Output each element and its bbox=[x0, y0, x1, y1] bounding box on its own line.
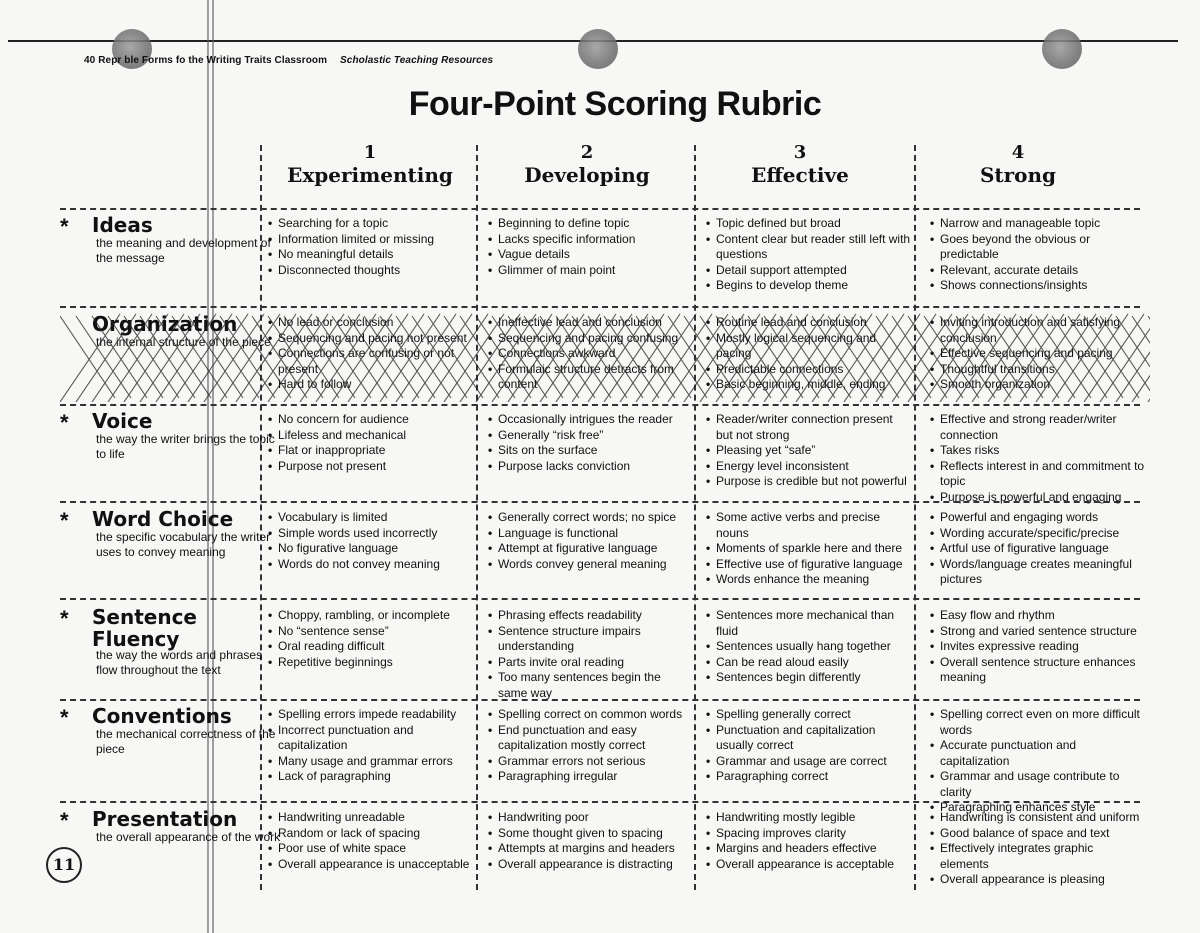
level-label: Effective bbox=[751, 163, 849, 187]
criterion: • Overall appearance is pleasing bbox=[930, 872, 1145, 888]
trait-description: the mechanical correctness of the piece bbox=[96, 727, 276, 756]
rubric-cell bbox=[268, 412, 473, 474]
criteria-list bbox=[268, 810, 473, 872]
criterion: • Paragraphing irregular bbox=[488, 769, 693, 785]
criterion: • Sits on the surface bbox=[488, 443, 693, 459]
trait-description: the specific vocabulary the writer uses to convey meaning bbox=[96, 530, 271, 559]
trait-description: the overall appearance of the work bbox=[96, 830, 281, 844]
criteria-list bbox=[268, 608, 473, 670]
criterion: • Artful use of figurative language bbox=[930, 541, 1145, 557]
criteria-list bbox=[706, 707, 911, 785]
page-title: Four-Point Scoring Rubric bbox=[408, 85, 822, 123]
criteria-list bbox=[930, 510, 1145, 588]
criterion: • Connections awkward bbox=[488, 346, 693, 362]
criterion: • Attempt at figurative language bbox=[488, 541, 693, 557]
criterion: • Connections are confusing or not present bbox=[268, 346, 473, 377]
criteria-list bbox=[268, 412, 473, 474]
criterion: • Beginning to define topic bbox=[488, 216, 693, 232]
criterion: • No concern for audience bbox=[268, 412, 473, 428]
criterion: • Sentences begin differently bbox=[706, 670, 911, 686]
rubric-cell bbox=[930, 707, 1145, 816]
criterion: • Begins to develop theme bbox=[706, 278, 911, 294]
rubric-cell bbox=[706, 216, 911, 294]
criterion: • Choppy, rambling, or incomplete bbox=[268, 608, 473, 624]
criterion: • Energy level inconsistent bbox=[706, 459, 911, 475]
criterion: • Powerful and engaging words bbox=[930, 510, 1145, 526]
criterion: • Margins and headers effective bbox=[706, 841, 911, 857]
criterion: • Spacing improves clarity bbox=[706, 826, 911, 842]
criterion: • Grammar and usage are correct bbox=[706, 754, 911, 770]
criterion: • Attempts at margins and headers bbox=[488, 841, 693, 857]
criterion: • No meaningful details bbox=[268, 247, 473, 263]
criterion: • Phrasing effects readability bbox=[488, 608, 693, 624]
trait-description: the way the writer brings the topic to life bbox=[96, 432, 275, 461]
book-title: Repr ble Forms fo the Writing Traits Classroom bbox=[98, 55, 328, 66]
asterisk-mark: * bbox=[60, 508, 69, 533]
criteria-list bbox=[488, 707, 693, 785]
criterion: • Handwriting unreadable bbox=[268, 810, 473, 826]
level-label: Developing bbox=[524, 163, 650, 187]
criterion: • Good balance of space and text bbox=[930, 826, 1145, 842]
rubric-cell bbox=[488, 810, 693, 872]
fold-line bbox=[207, 0, 209, 933]
criterion: • Routine lead and conclusion bbox=[706, 315, 911, 331]
criterion: • Overall appearance is acceptable bbox=[706, 857, 911, 873]
criteria-list bbox=[930, 412, 1145, 505]
criterion: • Content clear but reader still left with questions bbox=[706, 232, 911, 263]
rubric-cell bbox=[930, 315, 1145, 393]
criterion: • Random or lack of spacing bbox=[268, 826, 473, 842]
criterion: • Shows connections/insights bbox=[930, 278, 1145, 294]
row-divider bbox=[60, 598, 1140, 600]
criterion: • Sequencing and pacing not present bbox=[268, 331, 473, 347]
rubric-cell bbox=[268, 810, 473, 872]
page-number: 40 bbox=[84, 55, 96, 66]
criterion: • No figurative language bbox=[268, 541, 473, 557]
criterion: • Handwriting mostly legible bbox=[706, 810, 911, 826]
page-header bbox=[84, 55, 493, 66]
binder-hole bbox=[1042, 29, 1082, 69]
criterion: • Some active verbs and precise nouns bbox=[706, 510, 911, 541]
criteria-list bbox=[930, 315, 1145, 393]
row-divider bbox=[60, 208, 1140, 210]
level-number: 3 bbox=[793, 142, 807, 163]
criteria-list bbox=[488, 608, 693, 701]
criteria-list bbox=[706, 315, 911, 393]
column-divider bbox=[694, 145, 696, 890]
trait-description: the internal structure of the piece bbox=[96, 335, 271, 349]
scribble-stroke bbox=[1148, 314, 1150, 402]
rubric-cell bbox=[706, 315, 911, 393]
criterion: • Hard to follow bbox=[268, 377, 473, 393]
trait-description: the meaning and development of the message bbox=[96, 236, 271, 265]
rubric-cell bbox=[930, 810, 1145, 888]
criterion: • Vocabulary is limited bbox=[268, 510, 473, 526]
criterion: • Thoughtful transitions bbox=[930, 362, 1145, 378]
level-header-1 bbox=[265, 143, 475, 187]
criterion: • No lead or conclusion bbox=[268, 315, 473, 331]
rubric-cell bbox=[488, 608, 693, 701]
rubric-cell bbox=[268, 315, 473, 393]
rubric-cell bbox=[488, 412, 693, 474]
rubric-cell bbox=[268, 510, 473, 572]
criterion: • Takes risks bbox=[930, 443, 1145, 459]
criterion: • Vague details bbox=[488, 247, 693, 263]
criterion: • Grammar errors not serious bbox=[488, 754, 693, 770]
criterion: • Repetitive beginnings bbox=[268, 655, 473, 671]
criterion: • Goes beyond the obvious or predictable bbox=[930, 232, 1145, 263]
rubric-cell bbox=[706, 510, 911, 588]
rubric-cell bbox=[488, 707, 693, 785]
rubric-cell bbox=[930, 412, 1145, 505]
level-label: Strong bbox=[979, 163, 1057, 187]
level-number: 1 bbox=[363, 142, 377, 163]
criteria-list bbox=[268, 216, 473, 278]
rubric-cell bbox=[268, 216, 473, 278]
criterion: • Generally correct words; no spice bbox=[488, 510, 693, 526]
criterion: • Pleasing yet “safe” bbox=[706, 443, 911, 459]
criterion: • Reader/writer connection present but not strong bbox=[706, 412, 911, 443]
criteria-list bbox=[706, 608, 911, 686]
criterion: • Grammar and usage contribute to clarity bbox=[930, 769, 1145, 800]
criterion: • Too many sentences begin the same way bbox=[488, 670, 693, 701]
rubric-cell bbox=[488, 315, 693, 393]
criterion: • Invites expressive reading bbox=[930, 639, 1145, 655]
criterion: • Some thought given to spacing bbox=[488, 826, 693, 842]
criterion: • Overall sentence structure enhances meaning bbox=[930, 655, 1145, 686]
binder-hole bbox=[578, 29, 618, 69]
criterion: • Overall appearance is unacceptable bbox=[268, 857, 473, 873]
criteria-list bbox=[706, 510, 911, 588]
criterion: • Moments of sparkle here and there bbox=[706, 541, 911, 557]
criterion: • Words/language creates meaningful pictures bbox=[930, 557, 1145, 588]
rubric-cell bbox=[268, 707, 473, 785]
level-header-3 bbox=[695, 143, 905, 187]
rubric-cell bbox=[488, 216, 693, 278]
criterion: • Purpose is credible but not powerful bbox=[706, 474, 911, 490]
criterion: • Effectively integrates graphic elements bbox=[930, 841, 1145, 872]
trait-name: Sentence Fluency bbox=[92, 605, 197, 651]
criterion: • Strong and varied sentence structure bbox=[930, 624, 1145, 640]
criterion: • Handwriting is consistent and uniform bbox=[930, 810, 1145, 826]
criterion: • Many usage and grammar errors bbox=[268, 754, 473, 770]
publisher: Scholastic Teaching Resources bbox=[340, 55, 494, 66]
criterion: • Parts invite oral reading bbox=[488, 655, 693, 671]
criteria-list bbox=[268, 510, 473, 572]
rubric-cell bbox=[268, 608, 473, 670]
criterion: • Effective and strong reader/writer connection bbox=[930, 412, 1145, 443]
criterion: • Can be read aloud easily bbox=[706, 655, 911, 671]
trait-description: the way the words and phrases flow throughout the text bbox=[96, 648, 263, 677]
criterion: • Disconnected thoughts bbox=[268, 263, 473, 279]
criterion: • Wording accurate/specific/precise bbox=[930, 526, 1145, 542]
criterion: • Easy flow and rhythm bbox=[930, 608, 1145, 624]
trait-name: Conventions bbox=[92, 704, 232, 728]
criterion: • Basic beginning, middle, ending bbox=[706, 377, 911, 393]
criterion: • Purpose not present bbox=[268, 459, 473, 475]
criterion: • No “sentence sense” bbox=[268, 624, 473, 640]
asterisk-mark: * bbox=[60, 705, 69, 730]
criterion: • Searching for a topic bbox=[268, 216, 473, 232]
criterion: • Effective use of figurative language bbox=[706, 557, 911, 573]
trait-name: Presentation bbox=[92, 807, 238, 831]
row-divider bbox=[60, 306, 1140, 308]
level-number: 2 bbox=[580, 142, 594, 163]
criterion: • Poor use of white space bbox=[268, 841, 473, 857]
row-divider bbox=[60, 404, 1140, 406]
criterion: • Detail support attempted bbox=[706, 263, 911, 279]
rubric-cell bbox=[488, 510, 693, 572]
criterion: • Spelling generally correct bbox=[706, 707, 911, 723]
criterion: • Oral reading difficult bbox=[268, 639, 473, 655]
rubric-cell bbox=[930, 216, 1145, 294]
rubric-cell bbox=[930, 608, 1145, 686]
criteria-list bbox=[706, 412, 911, 490]
criteria-list bbox=[268, 707, 473, 785]
criteria-list bbox=[930, 707, 1145, 816]
criterion: • Language is functional bbox=[488, 526, 693, 542]
criterion: • Reflects interest in and commitment to topic bbox=[930, 459, 1145, 490]
criterion: • Incorrect punctuation and capitalization bbox=[268, 723, 473, 754]
criterion: • Lack of paragraphing bbox=[268, 769, 473, 785]
criteria-list bbox=[706, 216, 911, 294]
criteria-list bbox=[488, 510, 693, 572]
handwritten-circle-mark: 11 bbox=[46, 847, 82, 883]
level-number: 4 bbox=[1011, 142, 1025, 163]
criterion: • Accurate punctuation and capitalization bbox=[930, 738, 1145, 769]
trait-name: Organization bbox=[92, 312, 238, 336]
criterion: • Punctuation and capitalization usually correct bbox=[706, 723, 911, 754]
criterion: • Spelling errors impede readability bbox=[268, 707, 473, 723]
criterion: • Mostly logical sequencing and pacing bbox=[706, 331, 911, 362]
criterion: • Paragraphing correct bbox=[706, 769, 911, 785]
rubric-cell bbox=[930, 510, 1145, 588]
criteria-list bbox=[488, 412, 693, 474]
level-label: Experimenting bbox=[287, 163, 453, 187]
criterion: • Sentences usually hang together bbox=[706, 639, 911, 655]
criterion: • Lacks specific information bbox=[488, 232, 693, 248]
criterion: • Words do not convey meaning bbox=[268, 557, 473, 573]
criterion: • Simple words used incorrectly bbox=[268, 526, 473, 542]
criterion: • Sentence structure impairs understanding bbox=[488, 624, 693, 655]
criterion: • Information limited or missing bbox=[268, 232, 473, 248]
criterion: • Purpose lacks conviction bbox=[488, 459, 693, 475]
criterion: • Sequencing and pacing confusing bbox=[488, 331, 693, 347]
scribble-stroke bbox=[1148, 316, 1150, 398]
column-divider bbox=[914, 145, 916, 890]
criterion: • Occasionally intrigues the reader bbox=[488, 412, 693, 428]
criteria-list bbox=[268, 315, 473, 393]
criterion: • Effective sequencing and pacing bbox=[930, 346, 1145, 362]
criterion: • End punctuation and easy capitalization mostly correct bbox=[488, 723, 693, 754]
criterion: • Smooth organization bbox=[930, 377, 1145, 393]
criterion: • Narrow and manageable topic bbox=[930, 216, 1145, 232]
trait-name: Word Choice bbox=[92, 507, 234, 531]
column-divider bbox=[476, 145, 478, 890]
criterion: • Relevant, accurate details bbox=[930, 263, 1145, 279]
criterion: • Spelling correct even on more difficult words bbox=[930, 707, 1145, 738]
criteria-list bbox=[930, 216, 1145, 294]
criterion: • Formulaic structure detracts from content bbox=[488, 362, 693, 393]
trait-name: Ideas bbox=[92, 213, 153, 237]
criterion: • Paragraphing enhances style bbox=[930, 800, 1145, 816]
criterion: • Lifeless and mechanical bbox=[268, 428, 473, 444]
criteria-list bbox=[706, 810, 911, 872]
criterion: • Generally “risk free” bbox=[488, 428, 693, 444]
level-header-2 bbox=[482, 143, 692, 187]
criterion: • Spelling correct on common words bbox=[488, 707, 693, 723]
criterion: • Glimmer of main point bbox=[488, 263, 693, 279]
rubric-cell bbox=[706, 412, 911, 490]
criterion: • Words enhance the meaning bbox=[706, 572, 911, 588]
fold-line bbox=[212, 0, 214, 933]
rubric-cell bbox=[706, 810, 911, 872]
rubric-cell bbox=[706, 608, 911, 686]
asterisk-mark: * bbox=[60, 606, 69, 631]
criterion: • Handwriting poor bbox=[488, 810, 693, 826]
criterion: • Predictable connections bbox=[706, 362, 911, 378]
asterisk-mark: * bbox=[60, 808, 69, 833]
criteria-list bbox=[488, 216, 693, 278]
rubric-cell bbox=[706, 707, 911, 785]
criterion: • Words convey general meaning bbox=[488, 557, 693, 573]
trait-name: Voice bbox=[92, 409, 153, 433]
criterion: • Topic defined but broad bbox=[706, 216, 911, 232]
criterion: • Inviting introduction and satisfying conclusion bbox=[930, 315, 1145, 346]
criteria-list bbox=[488, 315, 693, 393]
criterion: • Sentences more mechanical than fluid bbox=[706, 608, 911, 639]
criterion: • Flat or inappropriate bbox=[268, 443, 473, 459]
criteria-list bbox=[930, 608, 1145, 686]
asterisk-mark: * bbox=[60, 410, 69, 435]
criteria-list bbox=[930, 810, 1145, 888]
criterion: • Ineffective lead and conclusion bbox=[488, 315, 693, 331]
criteria-list bbox=[488, 810, 693, 872]
asterisk-mark: * bbox=[60, 214, 69, 239]
criterion: • Purpose is powerful and engaging bbox=[930, 490, 1145, 506]
criterion: • Overall appearance is distracting bbox=[488, 857, 693, 873]
level-header-4 bbox=[913, 143, 1123, 187]
